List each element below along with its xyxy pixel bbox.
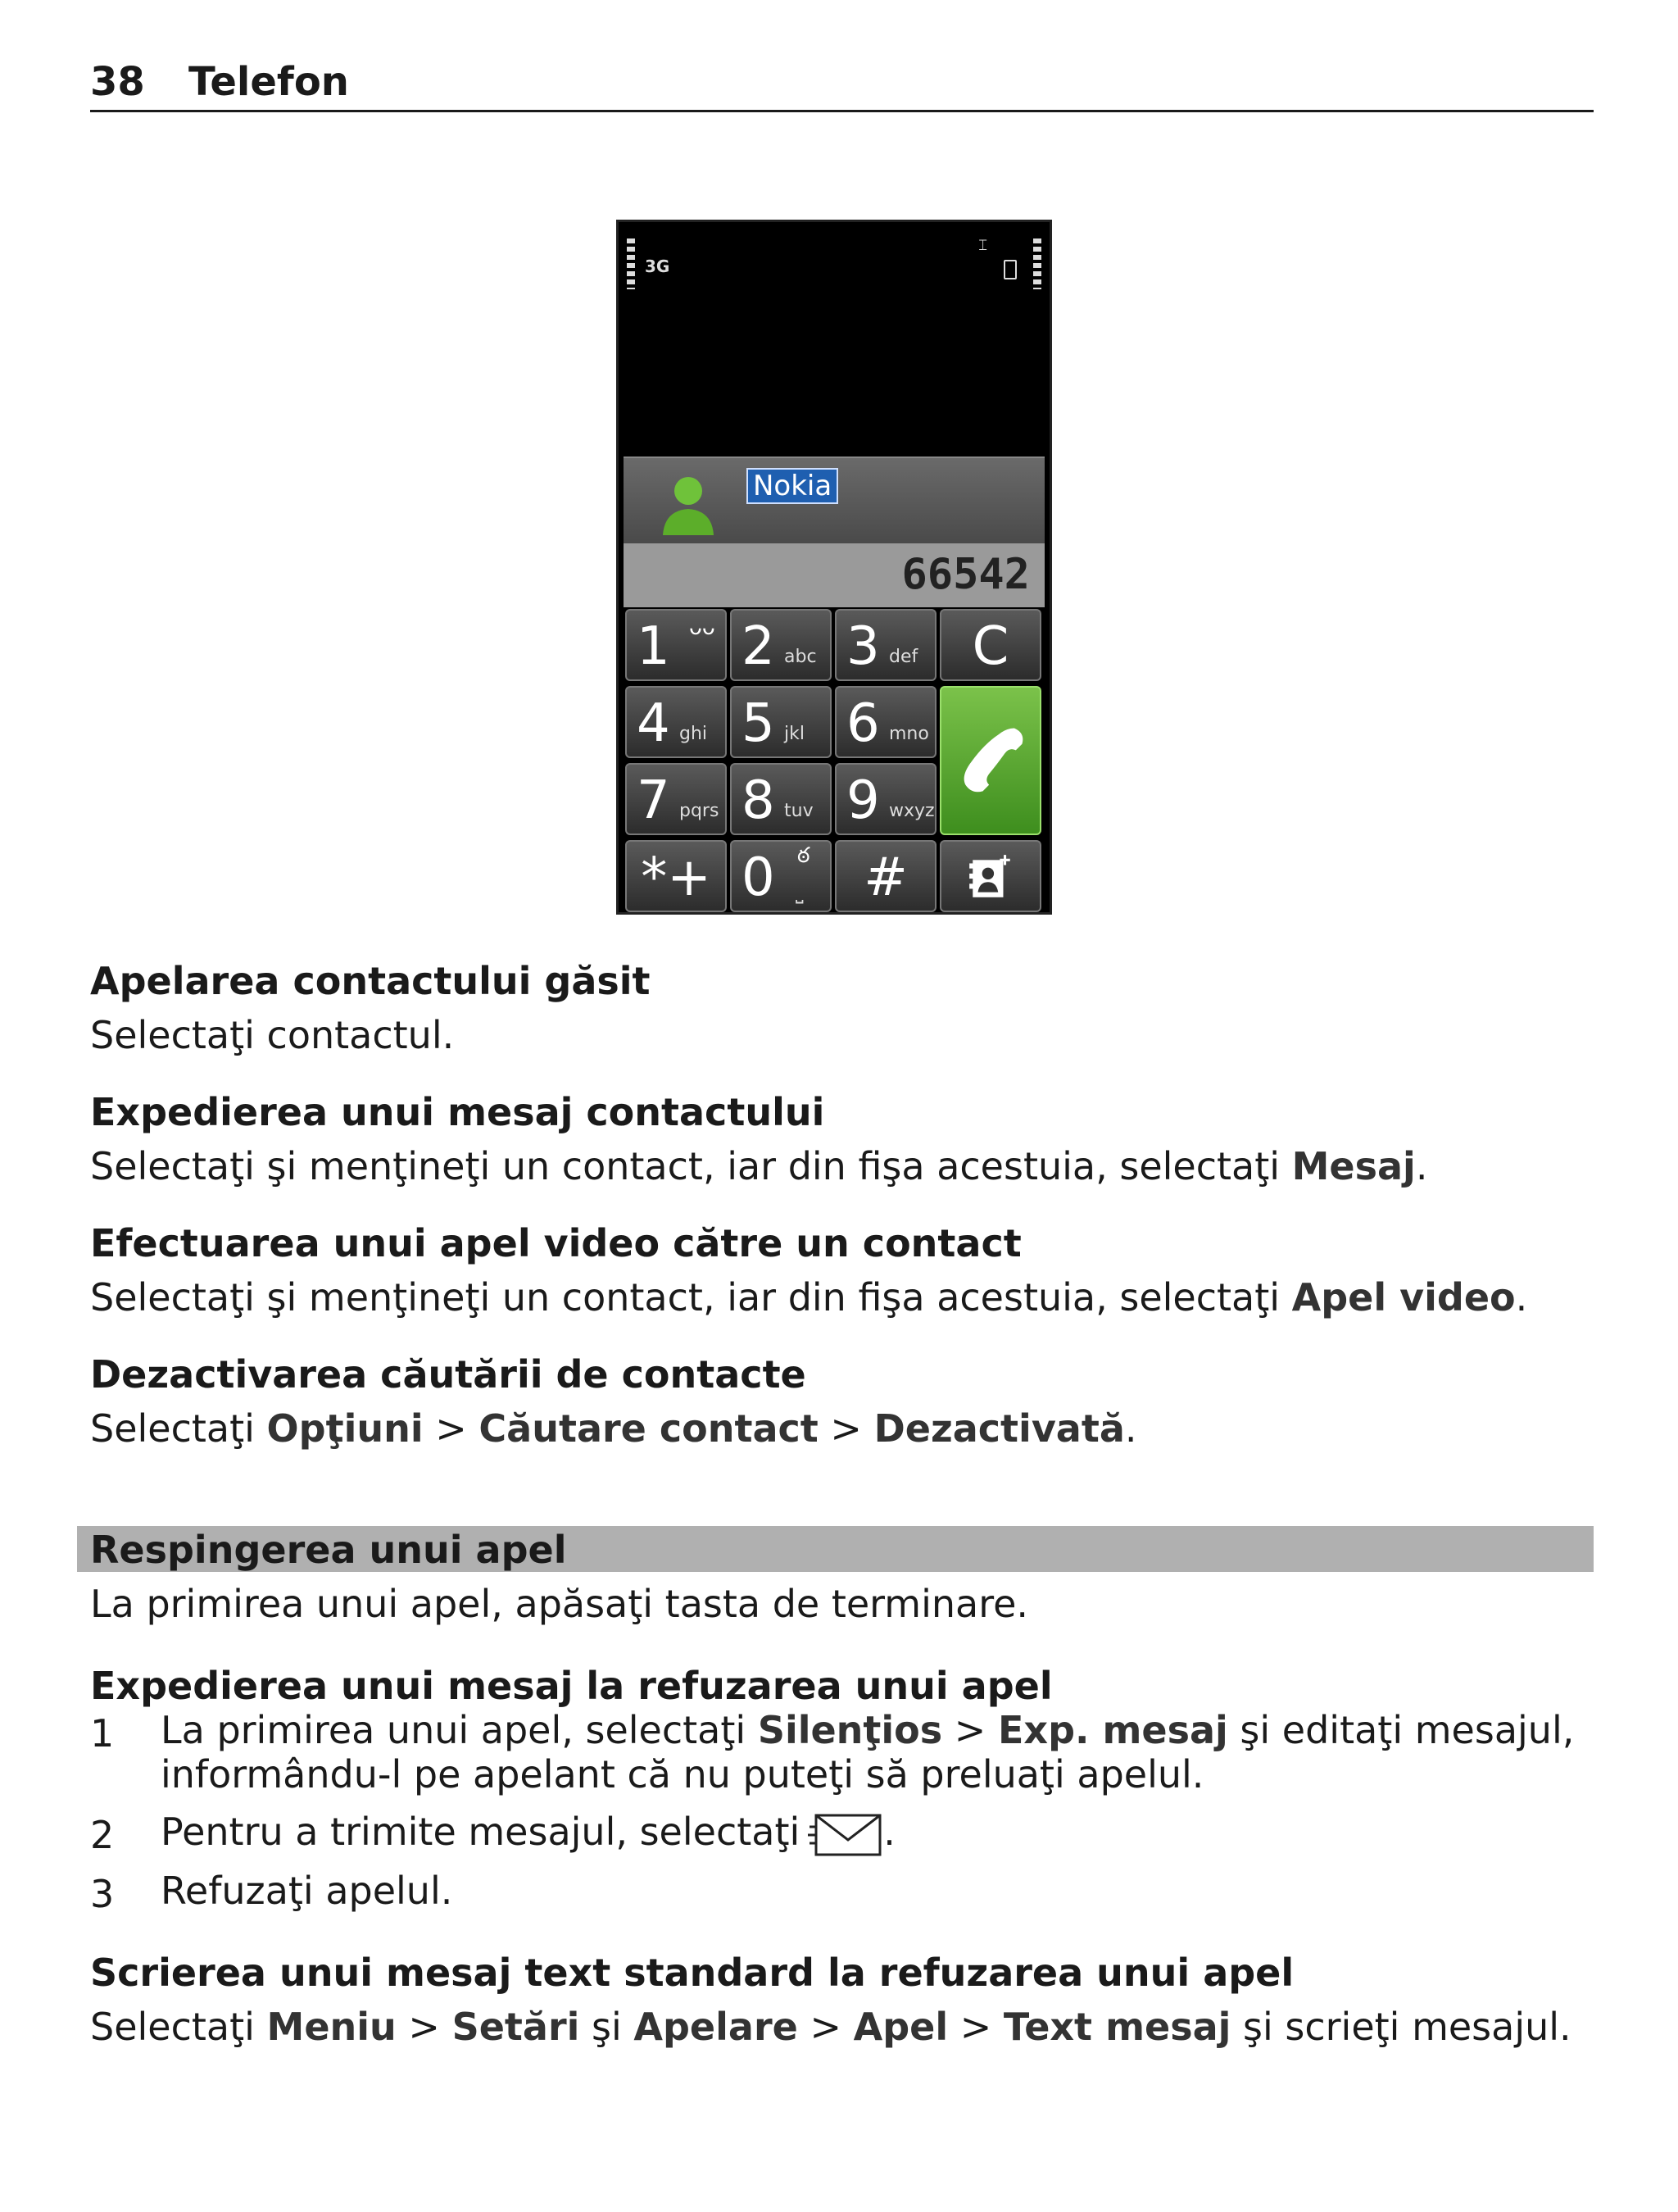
contact-avatar-icon — [660, 471, 717, 537]
call-button[interactable] — [940, 686, 1041, 835]
contact-name: Nokia — [746, 468, 838, 504]
space-icon: ⎵ — [796, 881, 804, 904]
found-contact[interactable] — [624, 456, 1045, 543]
key-3[interactable]: 3 def — [835, 609, 937, 681]
number-display — [624, 543, 1045, 607]
page-header — [90, 59, 1594, 112]
section-title-reject-with-message: Expedierea unui mesaj la refuzarea unui apel — [90, 1664, 1053, 1708]
clear-key[interactable]: C — [940, 609, 1041, 681]
key-2[interactable]: 2 abc — [730, 609, 832, 681]
contacts-button[interactable] — [940, 840, 1041, 912]
send-message-envelope-icon — [808, 1812, 883, 1858]
key-star-plus[interactable]: *+ — [625, 840, 727, 912]
key-8[interactable]: 8 tuv — [730, 763, 832, 835]
network-indicator: 3G — [645, 257, 670, 276]
chapter-title: Telefon — [188, 59, 349, 105]
section-title-reject-call: Respingerea unui apel — [90, 1528, 567, 1572]
step-2: Pentru a trimite mesajul, selectaţi . — [161, 1810, 896, 1858]
section-body-video-call: Selectaţi şi menţineţi un contact, iar din fişa acestuia, selectaţi Apel video. — [90, 1275, 1528, 1319]
signal-strength-icon — [627, 238, 635, 289]
dialed-number: 66542 — [901, 550, 1030, 599]
section-title-call-found-contact: Apelarea contactului găsit — [90, 959, 651, 1003]
step-1: La primirea unui apel, selectaţi Silenţios > Exp. mesaj şi editaţi mesajul, informându-l pe apelant că nu puteţi să preluaţi apelul. — [161, 1708, 1575, 1796]
section-title-video-call: Efectuarea unui apel video către un contact — [90, 1221, 1022, 1265]
section-body-standard-message: Selectaţi Meniu > Setări şi Apelare > Apel > Text mesaj şi scrieţi mesajul. — [90, 2005, 1571, 2049]
key-1[interactable]: 1 ᴗᴗ — [625, 609, 727, 681]
section-body-reject-call: La primirea unui apel, apăsaţi tasta de terminare. — [90, 1582, 1029, 1626]
globe-icon: ఠ — [797, 843, 810, 868]
step-number: 2 — [90, 1813, 115, 1857]
key-9[interactable]: 9 wxyz — [835, 763, 937, 835]
section-body-disable-search: Selectaţi Opţiuni > Căutare contact > Dezactivată. — [90, 1406, 1137, 1451]
add-contact-icon — [966, 852, 1017, 902]
section-title-standard-message: Scrierea unui mesaj text standard la refuzarea unui apel — [90, 1951, 1295, 1995]
key-4[interactable]: 4 ghi — [625, 686, 727, 758]
dial-keypad — [625, 609, 1045, 912]
phone-handset-icon — [953, 719, 1032, 797]
antenna-icon: ⌶ — [978, 237, 987, 254]
section-title-send-message: Expedierea unui mesaj contactului — [90, 1090, 825, 1134]
key-0[interactable]: 0 ఠ ⎵ — [730, 840, 832, 912]
step-number: 1 — [90, 1711, 115, 1756]
section-body-call-found-contact: Selectaţi contactul. — [90, 1013, 455, 1057]
battery-level-icon — [1033, 238, 1041, 289]
key-5[interactable]: 5 jkl — [730, 686, 832, 758]
key-hash[interactable]: # — [835, 840, 937, 912]
section-body-send-message: Selectaţi şi menţineţi un contact, iar din fişa acestuia, selectaţi Mesaj. — [90, 1144, 1428, 1188]
phone-screenshot — [616, 220, 1052, 915]
page-number: 38 — [90, 59, 145, 105]
key-6[interactable]: 6 mno — [835, 686, 937, 758]
battery-icon — [1004, 260, 1017, 279]
section-title-disable-search: Dezactivarea căutării de contacte — [90, 1352, 806, 1397]
step-3: Refuzaţi apelul. — [161, 1869, 453, 1913]
step-number: 3 — [90, 1872, 115, 1916]
key-7[interactable]: 7 pqrs — [625, 763, 727, 835]
voicemail-icon: ᴗᴗ — [689, 615, 715, 640]
